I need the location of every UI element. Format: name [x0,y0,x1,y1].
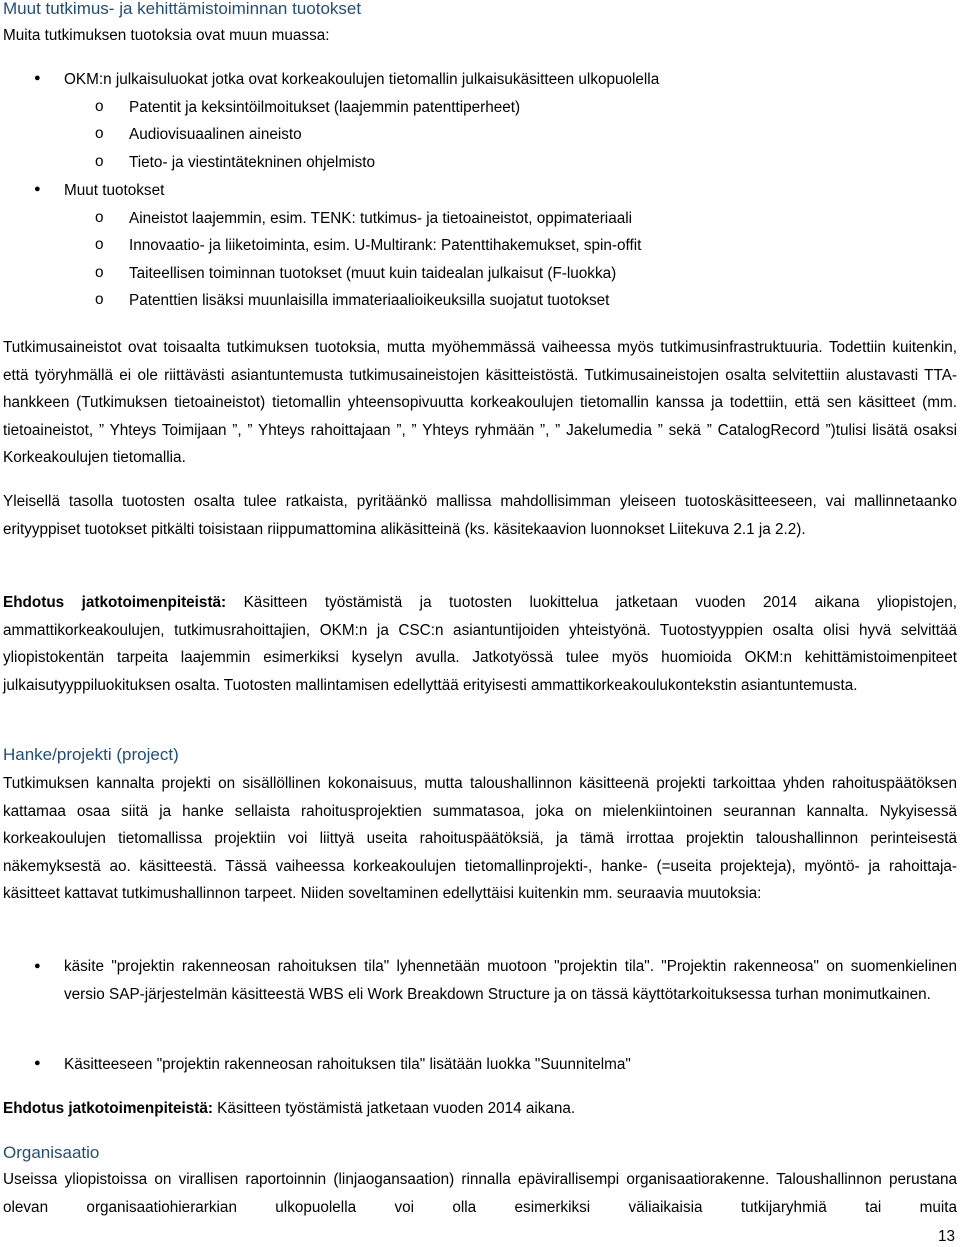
sub-bullet-marker: o [95,291,104,308]
sub-bullet-marker: o [95,153,104,170]
sub-list-item: Audiovisuaalinen aineisto [129,126,302,143]
sub-bullet-marker: o [95,98,104,115]
sub-bullet-marker: o [95,236,104,253]
section-heading-outputs: Muut tutkimus- ja kehittämistoiminnan tuotokset [3,0,362,18]
section-heading-project: Hanke/projekti (project) [3,745,179,764]
list-item: Muut tuotokset [64,182,165,199]
action-proposal-project [3,1099,575,1119]
action-proposal-outputs [3,589,957,699]
sub-list-item: Aineistot laajemmin, esim. TENK: tutkimus- ja tietoaineistot, oppimateriaali [129,210,633,227]
list-item: käsite "projektin rakenneosan rahoituksen tila" lyhennetään muotoon "projektin tila". "Projektin rakenneosa" on suomenkielinen versio SAP-järjestelmän käsitteestä WBS eli Work Breakdown Structure ja on tässä käyttötarkoituksessa turhan monimutkainen. [64,958,957,1003]
paragraph-general-level: Yleisellä tasolla tuotosten osalta tulee ratkaista, pyritäänkö mallissa mahdollisimman yleiseen tuotoskäsitteeseen, vai mallinnetaanko erityyppiset tuotokset pitkälti toisistaan riippumattomina alikäsitteinä (ks. käsitekaavion luonnokset Liitekuva 2.1 ja 2.2). [3,493,957,538]
section-heading-organisation: Organisaatio [3,1143,100,1162]
sub-list-item: Patentit ja keksintöilmoitukset (laajemmin patenttiperheet) [129,99,521,116]
sub-bullet-marker: o [95,264,104,281]
action-proposal-label: Ehdotus jatkotoimenpiteistä: [3,594,227,611]
action-proposal-text: Käsitteen työstämistä jatketaan vuoden 2014 aikana. [212,1100,576,1117]
sub-bullet-marker: o [95,209,104,226]
action-proposal-text: Käsitteen työstämistä ja tuotosten luokittelua jatketaan vuoden 2014 aikana yliopistojen, ammattikorkeakoulujen, tutkimusrahoittajien, OKM:n ja CSC:n asiantuntijoiden yhteistyönä. Tuotostyyppien osalta olisi hyvä selvittää yliopistokentän tarpeita laajemmin esimerkiksi kyselyn avulla. Jatkotyössä tulee myös huomioida OKM:n kehittämistoimenpiteet julkaisutyyppiluokituksen osalta. Tuotosten mallintamisen edellyttää erityisesti ammattikorkeakoulukontekstin asiantuntemusta. [3,594,957,694]
sub-list-item: Patenttien lisäksi muunlaisilla immateriaalioikeuksilla suojatut tuotokset [129,292,610,309]
page-number: 13 [937,1228,955,1245]
sub-list-item: Innovaatio- ja liiketoiminta, esim. U-Multirank: Patenttihakemukset, spin-offit [129,237,642,254]
bullet-marker: ● [34,72,41,84]
bullet-marker: ● [34,1057,41,1069]
sub-list-item: Taiteellisen toiminnan tuotokset (muut kuin taidealan julkaisut (F-luokka) [129,265,617,282]
list-item: Käsitteeseen "projektin rakenneosan rahoituksen tila" lisätään luokka "Suunnitelma" [64,1056,631,1073]
action-proposal-label: Ehdotus jatkotoimenpiteistä: [3,1100,213,1117]
bullet-marker: ● [34,183,41,195]
sub-bullet-marker: o [95,125,104,142]
intro-text: Muita tutkimuksen tuotoksia ovat muun muassa: [3,27,330,44]
paragraph-project: Tutkimuksen kannalta projekti on sisällöllinen kokonaisuus, mutta taloushallinnon käsitteenä projekti tarkoittaa yhden rahoituspäätöksen kattamaa osaa siitä ja hanke sellaista rahoitusprojektien summatasoa, joka on mielenkiintoinen seurannan kannalta. Nykyisessä korkeakoulujen tietomallissa projektiin voi liittyä useita rahoituspäätöksiä, ja tämä irrottaa projektin taloushallinnon perinteisestä näkemyksestä ao. käsitteestä. Tässä vaiheessa korkeakoulujen tietomallinprojekti-, hanke- (=useita projekteja), myöntö- ja rahoittaja-käsitteet kattavat tutkimushallinnon tarpeet. Niiden soveltaminen edellyttäisi kuitenkin mm. seuraavia muutoksia: [3,775,957,902]
paragraph-organisation: Useissa yliopistoissa on virallisen raportoinnin (linjaogansaation) rinnalla epävirallisempi organisaatiorakenne. Taloushallinnon perustana olevan organisaatiohierarkian ulkopuolella voi olla esimerkiksi väliaikaisia tutkijaryhmiä tai muita [3,1171,957,1216]
bullet-marker: ● [34,960,41,972]
paragraph-research-data: Tutkimusaineistot ovat toisaalta tutkimuksen tuotoksia, mutta myöhemmässä vaiheessa myös tutkimusinfrastruktuuria. Todettiin kuitenkin, että työryhmällä ei ole riittävästi asiantuntemusta tutkimusaineistojen käsitteistöstä. Tutkimusaineistojen osalta selvitettiin alustavasti TTA-hankkeen (Tutkimuksen tietoaineistot) tietomallin yhteensopivuutta korkeakoulujen tietomallin kanssa ja todettiin, että sen käsitteet (mm. tietoaineistot, ” Yhteys Toimijaan ”, ” Yhteys rahoittajaan ”, ” Yhteys ryhmään ”, ” Jakelumedia ” sekä ” CatalogRecord ”)tulisi lisätä osaksi Korkeakoulujen tietomallia. [3,339,957,466]
list-item: OKM:n julkaisuluokat jotka ovat korkeakoulujen tietomallin julkaisukäsitteen ulkopuolella [64,71,660,88]
sub-list-item: Tieto- ja viestintätekninen ohjelmisto [129,154,376,171]
